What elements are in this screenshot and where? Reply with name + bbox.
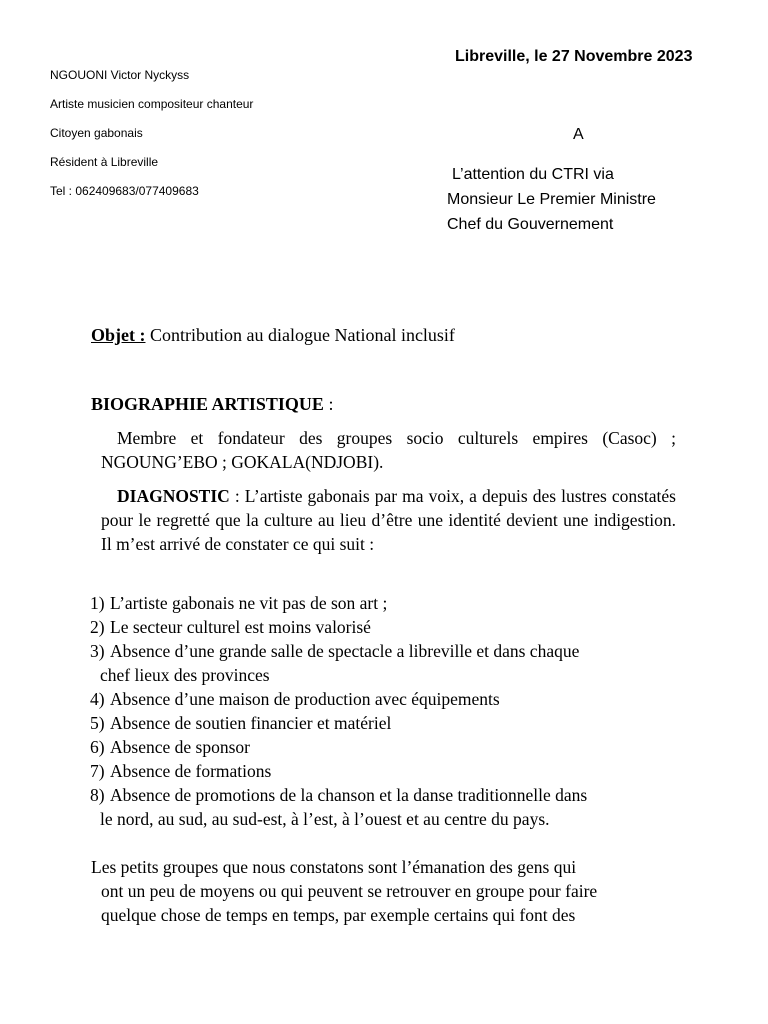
list-number: 8) xyxy=(90,785,105,805)
biography-title: BIOGRAPHIE ARTISTIQUE xyxy=(91,394,324,414)
sender-citizenship: Citoyen gabonais xyxy=(50,126,143,140)
list-item xyxy=(90,687,676,711)
sender-block xyxy=(50,68,253,213)
list-number: 1) xyxy=(90,593,105,613)
object-label: Objet : xyxy=(91,325,146,345)
list-item xyxy=(90,591,676,615)
closing-line-1: Les petits groupes que nous constatons sont l’émanation des gens qui xyxy=(91,857,577,877)
list-text: Absence de soutien financier et matériel xyxy=(110,713,392,733)
sender-phone: Tel : 062409683/077409683 xyxy=(50,184,199,198)
diagnostic-paragraph xyxy=(101,484,676,556)
list-number: 4) xyxy=(90,689,105,709)
biography-text: Membre et fondateur des groupes socio culturels empires (Casoc) ; NGOUNG’EBO ; GOKALA(NDJOBI). xyxy=(101,428,676,472)
diagnostic-text: : L’artiste gabonais par ma voix, a depuis des lustres constatés pour le regretté que la culture au lieu d’être une identité devient une indigestion. Il m’est arrivé de constater ce qui suit : xyxy=(101,486,676,554)
list-text: Absence de promotions de la chanson et la danse traditionnelle dans xyxy=(110,785,588,805)
sender-profession: Artiste musicien compositeur chanteur xyxy=(50,97,254,111)
biography-title-suffix: : xyxy=(323,394,334,414)
list-text-continuation: chef lieux des provinces xyxy=(100,665,270,685)
list-item xyxy=(90,735,676,759)
list-item xyxy=(90,711,676,735)
list-number: 3) xyxy=(90,641,105,661)
addressee-line-2: Monsieur Le Premier Ministre xyxy=(447,191,656,208)
letter-object xyxy=(91,323,676,347)
list-text: Le secteur culturel est moins valorisé xyxy=(110,617,371,637)
addressee-line-1: L’attention du CTRI via xyxy=(452,166,614,183)
sender-residence: Résident à Libreville xyxy=(50,155,159,169)
list-text-continuation: le nord, au sud, au sud-est, à l’est, à l’ouest et au centre du pays. xyxy=(100,809,550,829)
list-item-continuation xyxy=(90,663,676,687)
biography-paragraph xyxy=(101,426,676,474)
list-item xyxy=(90,615,676,639)
list-text: Absence de formations xyxy=(110,761,272,781)
diagnostic-list xyxy=(90,591,676,831)
object-text: Contribution au dialogue National inclusif xyxy=(145,325,455,345)
list-text: L’artiste gabonais ne vit pas de son art ; xyxy=(110,593,388,613)
sender-name: NGOUONI Victor Nyckyss xyxy=(50,68,190,82)
biography-heading xyxy=(91,392,676,416)
list-item xyxy=(90,639,676,663)
list-number: 7) xyxy=(90,761,105,781)
list-number: 6) xyxy=(90,737,105,757)
diagnostic-label: DIAGNOSTIC xyxy=(117,486,230,506)
list-number: 2) xyxy=(90,617,105,637)
addressee-block xyxy=(447,162,656,237)
list-item-continuation xyxy=(90,807,676,831)
list-number: 5) xyxy=(90,713,105,733)
list-text: Absence d’une grande salle de spectacle a libreville et dans chaque xyxy=(110,641,580,661)
list-item xyxy=(90,783,676,807)
closing-line-2: ont un peu de moyens ou qui peuvent se retrouver en groupe pour faire xyxy=(101,881,598,901)
list-text: Absence de sponsor xyxy=(110,737,250,757)
closing-line-3: quelque chose de temps en temps, par exemple certains qui font des xyxy=(101,905,576,925)
closing-paragraph xyxy=(91,855,676,927)
list-item xyxy=(90,759,676,783)
addressee-line-3: Chef du Gouvernement xyxy=(447,216,614,233)
list-text: Absence d’une maison de production avec équipements xyxy=(110,689,500,709)
addressee-a: A xyxy=(573,126,584,143)
letter-date: Libreville, le 27 Novembre 2023 xyxy=(455,48,693,65)
